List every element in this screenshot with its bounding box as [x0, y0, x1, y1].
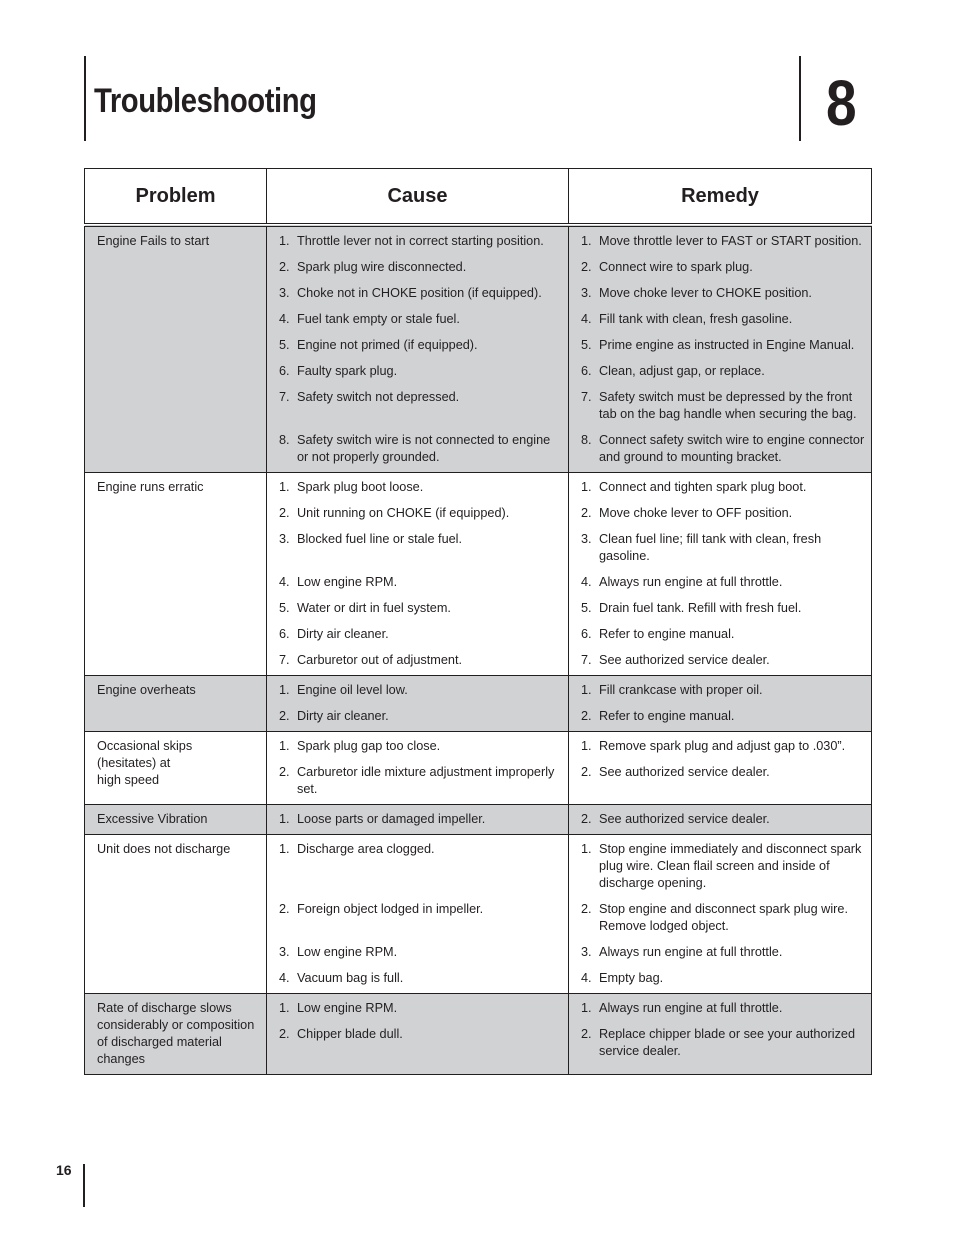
remedy-item — [581, 901, 865, 935]
table-row — [85, 676, 872, 732]
chapter-number: 8 — [826, 67, 857, 139]
cause-item — [279, 311, 562, 328]
remedy-item — [581, 600, 865, 617]
cause-item — [279, 626, 562, 643]
cause-cell — [267, 473, 569, 676]
remedy-item-text: Empty bag. — [599, 971, 664, 985]
cause-list — [279, 479, 562, 669]
remedy-item-text: Replace chipper blade or see your authorized service dealer. — [599, 1027, 856, 1058]
remedy-item-text: Fill tank with clean, fresh gasoline. — [599, 312, 793, 326]
cause-item-number: 3. — [279, 532, 290, 546]
remedy-item-number: 8. — [581, 433, 592, 447]
remedy-item — [581, 432, 865, 466]
cause-item-text: Loose parts or damaged impeller. — [297, 812, 486, 826]
cause-item-text: Dirty air cleaner. — [297, 627, 389, 641]
cause-item-text: Discharge area clogged. — [297, 842, 435, 856]
remedy-item — [581, 682, 865, 699]
table-header-row — [85, 169, 872, 226]
problem-cell: Excessive Vibration — [85, 805, 267, 835]
remedy-item-number: 1. — [581, 1001, 592, 1015]
table-row — [85, 805, 872, 835]
cause-item — [279, 764, 562, 798]
cause-item-text: Blocked fuel line or stale fuel. — [297, 532, 463, 546]
cause-item-number: 6. — [279, 364, 290, 378]
remedy-item — [581, 389, 865, 423]
table-row — [85, 732, 872, 805]
cause-item — [279, 479, 562, 496]
cause-item-text: Engine not primed (if equipped). — [297, 338, 478, 352]
remedy-item — [581, 944, 865, 961]
remedy-item-number: 5. — [581, 601, 592, 615]
cause-item-number: 7. — [279, 390, 290, 404]
cause-item-number: 6. — [279, 627, 290, 641]
cause-list — [279, 682, 562, 725]
cause-item-number: 2. — [279, 260, 290, 274]
cause-item-number: 2. — [279, 765, 290, 779]
remedy-item-text: Refer to engine manual. — [599, 709, 735, 723]
cause-cell — [267, 732, 569, 805]
remedy-list — [581, 811, 865, 828]
cause-cell — [267, 676, 569, 732]
problem-cell: Occasional skips (hesitates) at high speed — [85, 732, 267, 805]
remedy-item — [581, 1000, 865, 1017]
remedy-item-number: 2. — [581, 812, 592, 826]
cause-item — [279, 531, 562, 565]
cause-item-number: 1. — [279, 739, 290, 753]
cause-item-text: Spark plug wire disconnected. — [297, 260, 467, 274]
remedy-item-text: See authorized service dealer. — [599, 812, 770, 826]
remedy-item-text: Always run engine at full throttle. — [599, 1001, 783, 1015]
cause-item-text: Engine oil level low. — [297, 683, 408, 697]
remedy-list — [581, 1000, 865, 1060]
cause-list — [279, 811, 562, 828]
remedy-item — [581, 259, 865, 276]
cause-item — [279, 811, 562, 828]
remedy-item-number: 6. — [581, 627, 592, 641]
cause-item — [279, 259, 562, 276]
remedy-list — [581, 841, 865, 987]
cause-list — [279, 841, 562, 987]
remedy-item-text: Connect safety switch wire to engine connector and ground to mounting bracket. — [599, 433, 865, 464]
cause-item-text: Low engine RPM. — [297, 1001, 398, 1015]
remedy-item-number: 1. — [581, 683, 592, 697]
cause-item-number: 5. — [279, 338, 290, 352]
cause-cell — [267, 994, 569, 1075]
table-row — [85, 835, 872, 994]
remedy-item — [581, 1026, 865, 1060]
remedy-item — [581, 311, 865, 328]
cause-item-number: 4. — [279, 971, 290, 985]
remedy-item-text: Remove spark plug and adjust gap to .030”. — [599, 739, 846, 753]
cause-item-text: Dirty air cleaner. — [297, 709, 389, 723]
remedy-item-number: 2. — [581, 260, 592, 274]
remedy-item-text: Stop engine and disconnect spark plug wire. Remove lodged object. — [599, 902, 848, 933]
cause-item-number: 1. — [279, 480, 290, 494]
cause-item — [279, 1000, 562, 1017]
remedy-item-number: 4. — [581, 971, 592, 985]
remedy-item-text: Prime engine as instructed in Engine Manual. — [599, 338, 855, 352]
remedy-item-number: 2. — [581, 765, 592, 779]
cause-item-text: Spark plug gap too close. — [297, 739, 441, 753]
remedy-cell — [569, 994, 872, 1075]
remedy-item-number: 1. — [581, 842, 592, 856]
remedy-item-number: 1. — [581, 480, 592, 494]
remedy-item-number: 2. — [581, 902, 592, 916]
cause-item — [279, 682, 562, 699]
remedy-item — [581, 970, 865, 987]
cause-item-text: Vacuum bag is full. — [297, 971, 404, 985]
remedy-item-text: Clean fuel line; fill tank with clean, fresh gasoline. — [599, 532, 822, 563]
remedy-item — [581, 363, 865, 380]
remedy-item-number: 7. — [581, 390, 592, 404]
cause-item-text: Carburetor out of adjustment. — [297, 653, 463, 667]
remedy-item — [581, 233, 865, 250]
problem-cell: Rate of discharge slows considerably or composition of discharged material changes — [85, 994, 267, 1075]
cause-item-text: Carburetor idle mixture adjustment improperly set. — [297, 765, 555, 796]
cause-item-text: Throttle lever not in correct starting position. — [297, 234, 544, 248]
remedy-item-text: Stop engine immediately and disconnect spark plug wire. Clean flail screen and inside of discharge opening. — [599, 842, 862, 890]
cause-item-number: 1. — [279, 234, 290, 248]
cause-item — [279, 841, 562, 892]
troubleshooting-table — [84, 168, 871, 1075]
cause-item-number: 4. — [279, 575, 290, 589]
remedy-item — [581, 505, 865, 522]
remedy-item — [581, 626, 865, 643]
remedy-item-text: Move choke lever to OFF position. — [599, 506, 793, 520]
remedy-item-number: 6. — [581, 364, 592, 378]
cause-item-text: Water or dirt in fuel system. — [297, 601, 451, 615]
cause-item-text: Low engine RPM. — [297, 945, 398, 959]
remedy-item-number: 3. — [581, 532, 592, 546]
remedy-item-number: 3. — [581, 286, 592, 300]
remedy-item-text: Always run engine at full throttle. — [599, 575, 783, 589]
table-row — [85, 473, 872, 676]
cause-item-number: 1. — [279, 842, 290, 856]
remedy-item — [581, 841, 865, 892]
header-remedy: Remedy — [569, 169, 872, 226]
cause-item — [279, 285, 562, 302]
remedy-cell — [569, 473, 872, 676]
cause-item-number: 3. — [279, 945, 290, 959]
remedy-list — [581, 233, 865, 466]
remedy-cell — [569, 732, 872, 805]
cause-item-number: 7. — [279, 653, 290, 667]
cause-item — [279, 901, 562, 935]
remedy-list — [581, 479, 865, 669]
cause-item — [279, 233, 562, 250]
page-number: 16 — [56, 1162, 72, 1178]
cause-item-number: 2. — [279, 709, 290, 723]
remedy-item-number: 2. — [581, 506, 592, 520]
remedy-item-text: Clean, adjust gap, or replace. — [599, 364, 765, 378]
cause-item-text: Spark plug boot loose. — [297, 480, 424, 494]
cause-item — [279, 432, 562, 466]
remedy-item-number: 1. — [581, 234, 592, 248]
cause-item — [279, 1026, 562, 1060]
cause-item — [279, 389, 562, 423]
remedy-item-number: 2. — [581, 709, 592, 723]
remedy-item-text: Always run engine at full throttle. — [599, 945, 783, 959]
cause-item — [279, 337, 562, 354]
table-body — [85, 225, 872, 1075]
remedy-item-text: See authorized service dealer. — [599, 765, 770, 779]
cause-item — [279, 708, 562, 725]
cause-item-number: 4. — [279, 312, 290, 326]
remedy-item-text: See authorized service dealer. — [599, 653, 770, 667]
remedy-item-text: Fill crankcase with proper oil. — [599, 683, 763, 697]
remedy-item — [581, 738, 865, 755]
problem-cell: Engine runs erratic — [85, 473, 267, 676]
remedy-item — [581, 337, 865, 354]
cause-item-number: 8. — [279, 433, 290, 447]
cause-list — [279, 233, 562, 466]
remedy-item-text: Safety switch must be depressed by the front tab on the bag handle when securing the bag. — [599, 390, 857, 421]
remedy-item-number: 4. — [581, 312, 592, 326]
cause-item-number: 1. — [279, 1001, 290, 1015]
table-row — [85, 994, 872, 1075]
cause-item-number: 5. — [279, 601, 290, 615]
remedy-item-number: 2. — [581, 1027, 592, 1041]
footer-rule — [83, 1164, 85, 1207]
table-row — [85, 225, 872, 473]
cause-item-number: 1. — [279, 683, 290, 697]
remedy-item — [581, 285, 865, 302]
cause-item-text: Safety switch not depressed. — [297, 390, 460, 404]
cause-item — [279, 738, 562, 755]
page-title: Troubleshooting — [94, 82, 317, 120]
cause-item-text: Fuel tank empty or stale fuel. — [297, 312, 460, 326]
remedy-cell — [569, 225, 872, 473]
remedy-item-text: Move throttle lever to FAST or START position. — [599, 234, 862, 248]
cause-item — [279, 505, 562, 522]
remedy-cell — [569, 676, 872, 732]
cause-item-text: Unit running on CHOKE (if equipped). — [297, 506, 510, 520]
header-cause: Cause — [267, 169, 569, 226]
remedy-list — [581, 682, 865, 725]
cause-item — [279, 944, 562, 961]
remedy-item-number: 3. — [581, 945, 592, 959]
header-rule-right — [799, 56, 801, 141]
remedy-cell — [569, 835, 872, 994]
cause-item-text: Low engine RPM. — [297, 575, 398, 589]
cause-cell — [267, 805, 569, 835]
cause-item — [279, 970, 562, 987]
cause-item-text: Chipper blade dull. — [297, 1027, 403, 1041]
remedy-cell — [569, 805, 872, 835]
remedy-item — [581, 811, 865, 828]
cause-cell — [267, 835, 569, 994]
remedy-item — [581, 652, 865, 669]
cause-item-text: Faulty spark plug. — [297, 364, 398, 378]
remedy-item — [581, 764, 865, 798]
remedy-item-number: 4. — [581, 575, 592, 589]
cause-item — [279, 600, 562, 617]
cause-list — [279, 1000, 562, 1060]
cause-item-text: Safety switch wire is not connected to engine or not properly grounded. — [297, 433, 551, 464]
cause-item — [279, 652, 562, 669]
cause-item-text: Foreign object lodged in impeller. — [297, 902, 484, 916]
cause-item-number: 2. — [279, 506, 290, 520]
remedy-item — [581, 574, 865, 591]
problem-cell: Engine Fails to start — [85, 225, 267, 473]
remedy-item-text: Move choke lever to CHOKE position. — [599, 286, 812, 300]
remedy-list — [581, 738, 865, 798]
cause-item-number: 2. — [279, 1027, 290, 1041]
cause-item-number: 1. — [279, 812, 290, 826]
cause-item-text: Choke not in CHOKE position (if equipped). — [297, 286, 542, 300]
remedy-item — [581, 531, 865, 565]
remedy-item — [581, 708, 865, 725]
header-problem: Problem — [85, 169, 267, 226]
problem-cell: Unit does not discharge — [85, 835, 267, 994]
problem-cell: Engine overheats — [85, 676, 267, 732]
remedy-item-number: 7. — [581, 653, 592, 667]
remedy-item-number: 1. — [581, 739, 592, 753]
remedy-item-text: Connect wire to spark plug. — [599, 260, 753, 274]
cause-item-number: 3. — [279, 286, 290, 300]
remedy-item-text: Drain fuel tank. Refill with fresh fuel. — [599, 601, 802, 615]
remedy-item — [581, 479, 865, 496]
cause-cell — [267, 225, 569, 473]
cause-list — [279, 738, 562, 798]
cause-item — [279, 574, 562, 591]
cause-item — [279, 363, 562, 380]
cause-item-number: 2. — [279, 902, 290, 916]
header-rule-left — [84, 56, 86, 141]
remedy-item-number: 5. — [581, 338, 592, 352]
remedy-item-text: Connect and tighten spark plug boot. — [599, 480, 807, 494]
remedy-item-text: Refer to engine manual. — [599, 627, 735, 641]
